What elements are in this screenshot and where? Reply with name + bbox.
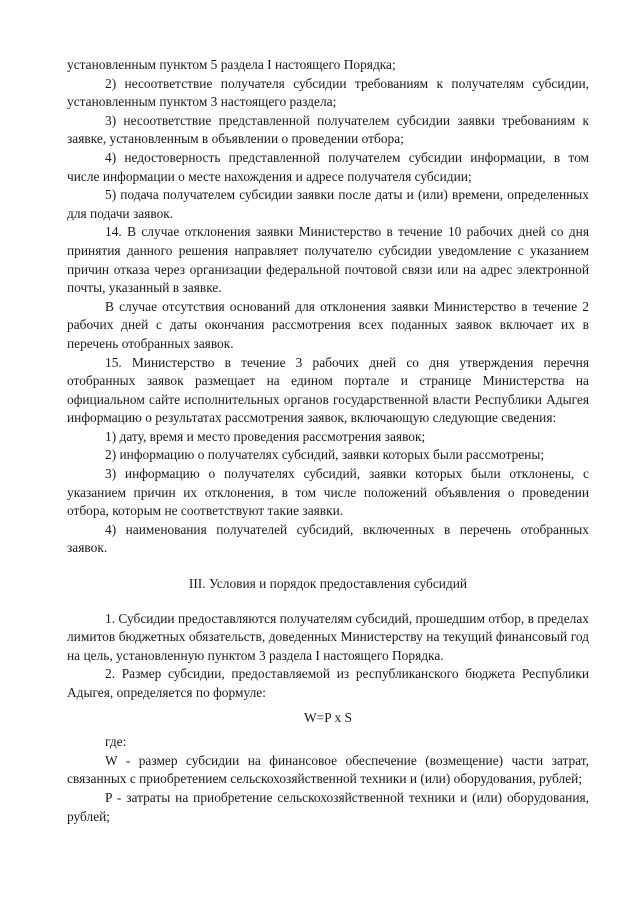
where-label: где: — [105, 734, 127, 750]
list-item: 2) информацию о получателях субсидий, заявки которых были рассмотрены; — [105, 447, 545, 463]
definition-item: W - размер субсидии на финансовое обеспечение (возмещение) части затрат, связанных с приобретением сельскохозяйственной техники и (или) оборудования, рублей; — [67, 752, 589, 787]
paragraph: В случае отсутствия оснований для отклонения заявки Министерство в течение 2 рабочих дней с даты окончания рассмотрения всех поданных заявок включает их в перечень отобранных заявок. — [67, 298, 589, 351]
paragraph: 1. Субсидии предоставляются получателям субсидий, прошедшим отбор, в пределах лимитов бюджетных обязательств, доведенных Министерству на текущий финансовый год на цель, установленную пунктом 3 раздела I настоящего Порядка. — [67, 610, 589, 663]
list-item: 3) несоответствие представленной получателем субсидии заявки требованиям к заявке, установленным в объявлении о проведении отбора; — [67, 112, 589, 147]
list-item: 2) несоответствие получателя субсидии требованиям к получателям субсидии, установленным пунктом 3 настоящего раздела; — [67, 75, 589, 110]
formula: W=P x S — [304, 709, 352, 725]
list-item: 4) недостоверность представленной получателем субсидии информации, в том числе информации о месте нахождения и адресе получателя субсидии; — [67, 149, 589, 184]
list-item: 4) наименования получателей субсидий, включенных в перечень отобранных заявок. — [67, 521, 589, 556]
list-item: 1) дату, время и место проведения рассмотрения заявок; — [105, 428, 426, 444]
list-item: 3) информацию о получателях субсидий, заявки которых были отклонены, с указанием причин их отклонения, в том числе положений объявления о проведении отбора, которым не соответствуют такие заявки. — [67, 466, 589, 519]
paragraph: установленным пунктом 5 раздела I настоящего Порядка; — [67, 57, 396, 72]
list-item: 5) подача получателем субсидии заявки после даты и (или) времени, определенных для подачи заявок. — [67, 187, 589, 221]
paragraph: 14. В случае отклонения заявки Министерство в течение 10 рабочих дней со дня принятия данного решения направляет получателю субсидии уведомление с указанием причин отказа через организации федеральной почтовой связи или на адрес электронной почты, указанный в заявке. — [67, 224, 589, 296]
definition-item: P - затраты на приобретение сельскохозяйственной техники и (или) оборудования, рублей; — [67, 789, 589, 824]
paragraph: 15. Министерство в течение 3 рабочих дней со дня утверждения перечня отобранных заявок размещает на едином портале и странице Министерства на официальном сайте исполнительных органов государственной власти Республики Адыгея информацию о результатах рассмотрения заявок, включающую следующие сведения: — [67, 354, 589, 426]
document-page — [67, 56, 589, 826]
paragraph: 2. Размер субсидии, предоставляемой из республиканского бюджета Республики Адыгея, определяется по формуле: — [67, 666, 589, 700]
section-heading: III. Условия и порядок предоставления субсидий — [188, 576, 468, 592]
